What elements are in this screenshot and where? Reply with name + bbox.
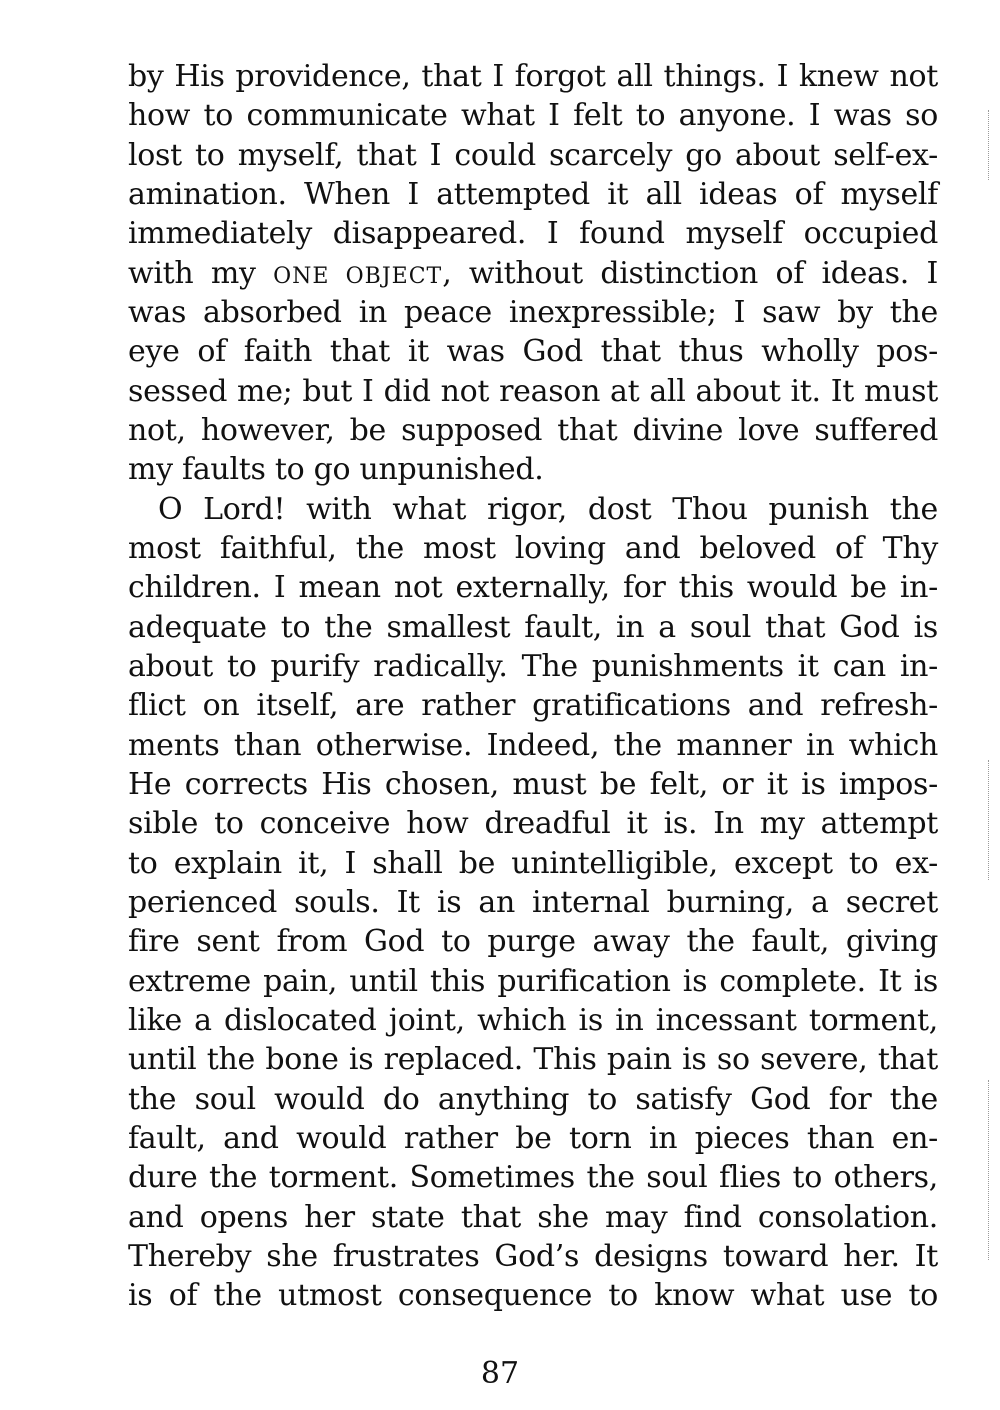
text-line: sessed me; but I did not reason at all about it. It must (128, 374, 938, 409)
text-line: until the bone is replaced. This pain is so severe, that (128, 1042, 938, 1077)
text-line: how to communicate what I felt to anyone. I was so (128, 98, 938, 133)
scan-edge-mark (988, 760, 990, 880)
text-line: He corrects His chosen, must be felt, or it is impos- (128, 767, 938, 802)
text-line: ments than otherwise. Indeed, the manner in which (128, 728, 938, 763)
text-line: and opens her state that she may find consolation. (128, 1200, 938, 1235)
text-fragment: , without distinction of ideas. I (442, 256, 938, 291)
text-line: most faithful, the most loving and beloved of Thy (128, 531, 938, 566)
text-line: to explain it, I shall be unintelligible, except to ex- (128, 846, 938, 881)
text-line: O Lord! with what rigor, dost Thou punish the (158, 492, 938, 527)
text-line: like a dislocated joint, which is in incessant torment, (128, 1003, 938, 1038)
text-fragment: with my (128, 256, 274, 291)
text-line: about to purify radically. The punishments it can in- (128, 649, 938, 684)
text-line: Thereby she frustrates God’s designs toward her. It (128, 1239, 938, 1274)
text-line: by His providence, that I forgot all things. I knew not (128, 59, 938, 94)
text-line: adequate to the smallest fault, in a soul that God is (128, 610, 938, 645)
text-line: children. I mean not externally, for this would be in- (128, 570, 938, 605)
page-number: 87 (480, 1356, 520, 1391)
text-line: sible to conceive how dreadful it is. In my attempt (128, 806, 938, 841)
scan-edge-mark (988, 110, 990, 180)
text-line: not, however, be supposed that divine love suffered (128, 413, 938, 448)
text-line: extreme pain, until this purification is complete. It is (128, 964, 938, 999)
text-line: lost to myself, that I could scarcely go about self-ex- (128, 138, 938, 173)
scan-edge-mark (988, 1080, 990, 1260)
text-line: fire sent from God to purge away the fault, giving (128, 924, 938, 959)
text-line: eye of faith that it was God that thus wholly pos- (128, 334, 938, 369)
text-line (128, 254, 938, 293)
text-line: amination. When I attempted it all ideas of myself (128, 177, 938, 212)
text-line: my faults to go unpunished. (128, 452, 544, 487)
text-line: perienced souls. It is an internal burning, a secret (128, 885, 938, 920)
text-line: the soul would do anything to satisfy God for the (128, 1082, 938, 1117)
text-line: fault, and would rather be torn in pieces than en- (128, 1121, 938, 1156)
text-line: was absorbed in peace inexpressible; I saw by the (128, 295, 938, 330)
text-line: immediately disappeared. I found myself occupied (128, 216, 938, 251)
small-caps-emphasis: ONE OBJECT (273, 264, 443, 289)
text-line: is of the utmost consequence to know what use to (128, 1278, 938, 1313)
text-line: dure the torment. Sometimes the soul flies to others, (128, 1160, 938, 1195)
text-line: flict on itself, are rather gratifications and refresh- (128, 688, 938, 723)
